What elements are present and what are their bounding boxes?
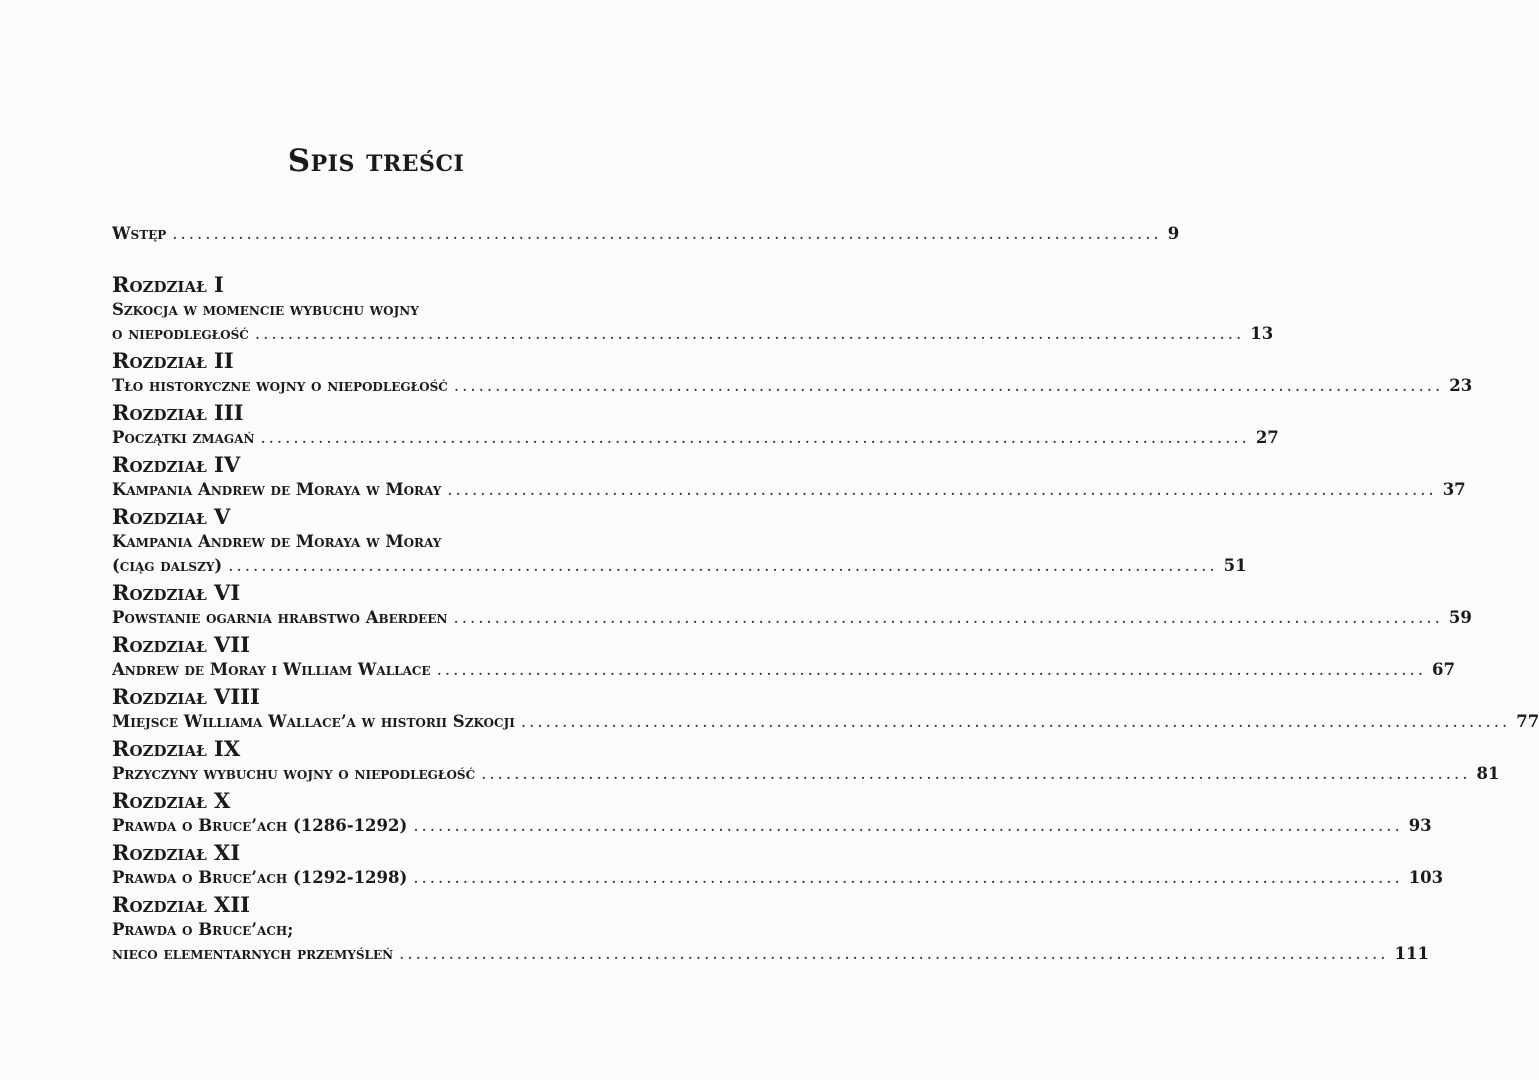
chapter-title-row	[112, 762, 1500, 786]
chapter-label: Rozdział IV	[112, 452, 241, 477]
chapter-list	[112, 271, 1539, 966]
page-number: 103	[1408, 868, 1444, 887]
dot-leader: ........................................................................................................................	[481, 764, 1471, 783]
toc-chapter-2	[112, 347, 1473, 398]
dot-leader: ........................................................................................................................	[453, 376, 1444, 395]
page-number: 37	[1442, 480, 1466, 499]
chapter-title-line: Prawda o Bruce’ach;	[112, 920, 294, 939]
chapter-label: Rozdział IX	[112, 736, 241, 761]
dot-leader: ........................................................................................................................	[436, 660, 1426, 679]
dot-leader: ........................................................................................................................	[447, 480, 1437, 499]
chapter-title-line: Kampania Andrew de Moraya w Moray	[112, 532, 442, 551]
page-number: 51	[1223, 556, 1247, 575]
toc-chapter-3	[112, 399, 1279, 450]
dot-leader: ........................................................................................................................	[453, 608, 1443, 627]
chapter-title-row	[112, 866, 1444, 890]
toc-entry-title: Wstęp	[112, 224, 167, 243]
chapter-title-line: o niepodległość	[112, 324, 249, 343]
toc-entry-intro	[112, 222, 1180, 246]
chapter-title-row	[112, 658, 1455, 682]
toc-chapter-8	[112, 683, 1539, 734]
chapter-title-row	[112, 478, 1466, 502]
chapter-label: Rozdział II	[112, 348, 234, 373]
chapter-label: Rozdział VI	[112, 580, 241, 605]
chapter-title-line: Andrew de Moray i William Wallace	[112, 660, 431, 679]
chapter-title-line: Przyczyny wybuchu wojny o niepodległość	[112, 764, 476, 783]
page-number: 77	[1516, 712, 1539, 731]
chapter-label: Rozdział VII	[112, 632, 250, 657]
chapter-label: Rozdział XII	[112, 892, 250, 917]
chapter-title-row	[112, 606, 1472, 630]
toc-chapter-9	[112, 735, 1500, 786]
page-number: 111	[1394, 944, 1429, 963]
chapter-title-line: Miejsce Williama Wallace’a w historii Szkocji	[112, 712, 515, 731]
page-number: 9	[1167, 224, 1180, 243]
toc-chapter-12	[112, 891, 1429, 966]
chapter-title-row	[112, 374, 1473, 398]
toc-chapter-4	[112, 451, 1466, 502]
toc-chapter-5	[112, 503, 1247, 578]
chapter-title-line: Początki zmagań	[112, 428, 255, 447]
dot-leader: ........................................................................................................................	[520, 712, 1511, 731]
page-number: 81	[1476, 764, 1500, 783]
table-of-contents	[112, 222, 1539, 967]
dot-leader: ........................................................................................................................	[254, 324, 1245, 343]
chapter-title-row	[112, 554, 1247, 578]
page-number: 27	[1255, 428, 1279, 447]
page-number: 67	[1431, 660, 1455, 679]
chapter-title-line: (ciąg dalszy)	[112, 556, 223, 575]
toc-chapter-6	[112, 579, 1472, 630]
chapter-label: Rozdział XI	[112, 840, 241, 865]
chapter-title-row	[112, 942, 1429, 966]
chapter-title-line: Tło historyczne wojny o niepodległość	[112, 376, 448, 395]
chapter-title-row	[112, 426, 1279, 450]
toc-chapter-11	[112, 839, 1444, 890]
chapter-title-row	[112, 814, 1432, 838]
dot-leader: ........................................................................................................................	[399, 944, 1389, 963]
chapter-title-line: Prawda o Bruce’ach (1292-1298)	[112, 868, 408, 887]
page-number: 93	[1408, 816, 1432, 835]
chapter-title-line: Szkocja w momencie wybuchu wojny	[112, 300, 419, 319]
chapter-title-row	[112, 710, 1539, 734]
chapter-label: Rozdział VIII	[112, 684, 260, 709]
chapter-label: Rozdział V	[112, 504, 231, 529]
dot-leader: ........................................................................................................................	[228, 556, 1218, 575]
page-number: 23	[1449, 376, 1473, 395]
chapter-title-line: nieco elementarnych przemyśleń	[112, 944, 394, 963]
chapter-label: Rozdział I	[112, 272, 224, 297]
toc-chapter-7	[112, 631, 1455, 682]
chapter-title-row	[112, 322, 1274, 346]
chapter-title-line: Prawda o Bruce’ach (1286-1292)	[112, 816, 408, 835]
chapter-title-line: Powstanie ogarnia hrabstwo Aberdeen	[112, 608, 448, 627]
dot-leader: ........................................................................................................................	[413, 816, 1403, 835]
chapter-label: Rozdział III	[112, 400, 244, 425]
dot-leader: ........................................................................................................................	[172, 224, 1162, 243]
toc-chapter-10	[112, 787, 1432, 838]
toc-chapter-1	[112, 271, 1274, 346]
page-number: 13	[1250, 324, 1274, 343]
dot-leader: ........................................................................................................................	[413, 868, 1403, 887]
dot-leader: ........................................................................................................................	[260, 428, 1250, 447]
page-number: 59	[1448, 608, 1472, 627]
page-title: Spis treści	[287, 143, 465, 179]
chapter-title-line: Kampania Andrew de Moraya w Moray	[112, 480, 442, 499]
chapter-label: Rozdział X	[112, 788, 231, 813]
